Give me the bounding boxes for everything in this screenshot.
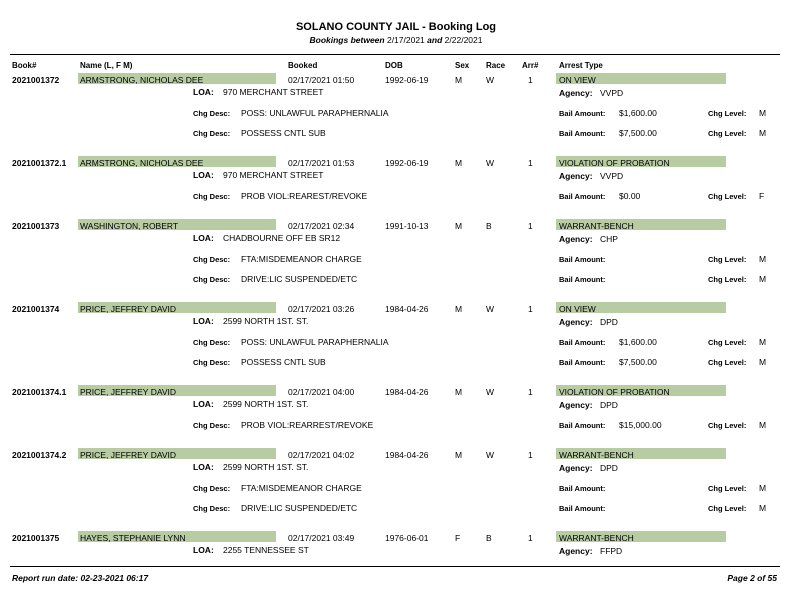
race: W (486, 75, 495, 85)
loa-value: 2599 NORTH 1ST. ST. (223, 399, 309, 409)
chg-desc-value: POSSESS CNTL SUB (241, 357, 326, 367)
bail-amount-value: $1,600.00 (619, 337, 657, 347)
arrest-number: 1 (528, 158, 533, 168)
bail-amount-label: Bail Amount: (559, 275, 606, 284)
agency-label: Agency: (559, 234, 593, 244)
arrest-type: VIOLATION OF PROBATION (559, 387, 670, 397)
chg-level-value: M (759, 503, 767, 513)
booking-record (0, 533, 792, 603)
and-label: and (427, 35, 443, 45)
page-number: Page 2 of 55 (727, 573, 777, 583)
chg-desc-value: FTA:MISDEMEANOR CHARGE (241, 254, 362, 264)
book-number: 2021001373 (12, 221, 60, 231)
booking-record (0, 450, 792, 520)
chg-desc-label: Chg Desc: (193, 109, 231, 118)
inmate-name: PRICE, JEFFREY DAVID (80, 450, 177, 460)
chg-desc-label: Chg Desc: (193, 358, 231, 367)
chg-level-label: Chg Level: (708, 255, 747, 264)
loa-label: LOA: (193, 170, 214, 180)
sex: M (455, 450, 463, 460)
date-of-birth: 1991-10-13 (385, 221, 429, 231)
bail-amount-label: Bail Amount: (559, 504, 606, 513)
agency-value: DPD (600, 463, 618, 473)
report-run-date: Report run date: 02-23-2021 06:17 (12, 573, 149, 583)
chg-level-label: Chg Level: (708, 504, 747, 513)
book-number: 2021001372 (12, 75, 60, 85)
bail-amount-label: Bail Amount: (559, 484, 606, 493)
loa-value: 2255 TENNESSEE ST (223, 545, 309, 555)
agency-label: Agency: (559, 400, 593, 410)
agency-value: CHP (600, 234, 618, 244)
sex: M (455, 221, 463, 231)
col-booked: Booked (288, 61, 318, 70)
loa-label: LOA: (193, 316, 214, 326)
chg-desc-value: POSSESS CNTL SUB (241, 128, 326, 138)
race: W (486, 158, 495, 168)
col-sex: Sex (455, 61, 470, 70)
col-race: Race (486, 61, 506, 70)
bail-amount-value: $7,500.00 (619, 357, 657, 367)
inmate-name: WASHINGTON, ROBERT (80, 221, 179, 231)
chg-level-value: M (759, 108, 767, 118)
booked-datetime: 02/17/2021 01:53 (288, 158, 355, 168)
header-rule (10, 54, 780, 55)
col-book: Book# (12, 61, 37, 70)
chg-level-value: M (759, 337, 767, 347)
date-of-birth: 1984-04-26 (385, 304, 429, 314)
book-number: 2021001374.1 (12, 387, 67, 397)
chg-desc-label: Chg Desc: (193, 275, 231, 284)
chg-level-value: M (759, 357, 767, 367)
arrest-number: 1 (528, 304, 533, 314)
race: W (486, 387, 495, 397)
chg-level-label: Chg Level: (708, 275, 747, 284)
agency-value: DPD (600, 400, 618, 410)
chg-level-label: Chg Level: (708, 338, 747, 347)
chg-level-label: Chg Level: (708, 129, 747, 138)
booked-datetime: 02/17/2021 03:49 (288, 533, 355, 543)
col-dob: DOB (385, 61, 403, 70)
date-to: 2/22/2021 (444, 35, 483, 45)
inmate-name: PRICE, JEFFREY DAVID (80, 387, 177, 397)
booked-datetime: 02/17/2021 03:26 (288, 304, 355, 314)
date-of-birth: 1976-06-01 (385, 533, 429, 543)
booked-datetime: 02/17/2021 04:00 (288, 387, 355, 397)
chg-level-value: M (759, 274, 767, 284)
book-number: 2021001374 (12, 304, 60, 314)
chg-level-value: M (759, 254, 767, 264)
booked-datetime: 02/17/2021 01:50 (288, 75, 355, 85)
booking-record (0, 75, 792, 145)
arrest-number: 1 (528, 221, 533, 231)
loa-value: 970 MERCHANT STREET (223, 170, 324, 180)
col-arr: Arr# (522, 61, 539, 70)
chg-desc-label: Chg Desc: (193, 192, 231, 201)
bail-amount-label: Bail Amount: (559, 109, 606, 118)
sex: M (455, 387, 463, 397)
booking-record (0, 221, 792, 291)
loa-value: 2599 NORTH 1ST. ST. (223, 462, 309, 472)
arrest-type: WARRANT-BENCH (559, 533, 634, 543)
arrest-number: 1 (528, 75, 533, 85)
chg-desc-value: POSS: UNLAWFUL PARAPHERNALIA (241, 108, 389, 118)
chg-desc-label: Chg Desc: (193, 421, 231, 430)
report-title: SOLANO COUNTY JAIL - Booking Log (295, 21, 497, 33)
loa-value: 2599 NORTH 1ST. ST. (223, 316, 309, 326)
book-number: 2021001374.2 (12, 450, 67, 460)
loa-label: LOA: (193, 545, 214, 555)
chg-desc-value: PROB VIOL:REAREST/REVOKE (241, 191, 368, 201)
subtitle-label: Bookings between (309, 35, 385, 45)
arrest-type: VIOLATION OF PROBATION (559, 158, 670, 168)
agency-label: Agency: (559, 546, 593, 556)
bail-amount-value: $0.00 (619, 191, 641, 201)
race: B (486, 533, 492, 543)
agency-label: Agency: (559, 463, 593, 473)
footer-rule (10, 566, 780, 567)
chg-level-label: Chg Level: (708, 421, 747, 430)
book-number: 2021001372.1 (12, 158, 67, 168)
chg-level-value: F (759, 191, 765, 201)
date-of-birth: 1992-06-19 (385, 158, 429, 168)
loa-label: LOA: (193, 462, 214, 472)
arrest-type: ON VIEW (559, 304, 596, 314)
bail-amount-label: Bail Amount: (559, 358, 606, 367)
chg-level-value: M (759, 483, 767, 493)
booked-datetime: 02/17/2021 04:02 (288, 450, 355, 460)
report-subtitle (0, 35, 792, 45)
chg-level-value: M (759, 128, 767, 138)
bail-amount-value: $7,500.00 (619, 128, 657, 138)
chg-desc-value: DRIVE:LIC SUSPENDED/ETC (241, 503, 358, 513)
agency-value: FFPD (600, 546, 623, 556)
arrest-type: WARRANT-BENCH (559, 450, 634, 460)
date-from: 2/17/2021 (386, 35, 425, 45)
agency-value: VVPD (600, 171, 624, 181)
chg-desc-value: DRIVE:LIC SUSPENDED/ETC (241, 274, 358, 284)
chg-desc-label: Chg Desc: (193, 338, 231, 347)
loa-value: 970 MERCHANT STREET (223, 87, 324, 97)
date-of-birth: 1984-04-26 (385, 450, 429, 460)
bail-amount-label: Bail Amount: (559, 192, 606, 201)
agency-label: Agency: (559, 88, 593, 98)
chg-desc-label: Chg Desc: (193, 129, 231, 138)
inmate-name: ARMSTRONG, NICHOLAS DEE (80, 158, 204, 168)
date-of-birth: 1992-06-19 (385, 75, 429, 85)
booking-record (0, 158, 792, 228)
chg-level-value: M (759, 420, 767, 430)
race: W (486, 304, 495, 314)
bail-amount-label: Bail Amount: (559, 255, 606, 264)
sex: F (455, 533, 461, 543)
inmate-name: PRICE, JEFFREY DAVID (80, 304, 177, 314)
booking-record (0, 387, 792, 457)
bail-amount-value: $15,000.00 (619, 420, 662, 430)
bail-amount-value: $1,600.00 (619, 108, 657, 118)
chg-level-label: Chg Level: (708, 484, 747, 493)
arrest-number: 1 (528, 533, 533, 543)
chg-level-label: Chg Level: (708, 109, 747, 118)
agency-label: Agency: (559, 171, 593, 181)
loa-label: LOA: (193, 233, 214, 243)
bail-amount-label: Bail Amount: (559, 421, 606, 430)
booking-record (0, 304, 792, 374)
booked-datetime: 02/17/2021 02:34 (288, 221, 355, 231)
chg-desc-label: Chg Desc: (193, 504, 231, 513)
agency-value: VVPD (600, 88, 624, 98)
chg-desc-label: Chg Desc: (193, 255, 231, 264)
loa-label: LOA: (193, 87, 214, 97)
arrest-type: WARRANT-BENCH (559, 221, 634, 231)
loa-label: LOA: (193, 399, 214, 409)
chg-level-label: Chg Level: (708, 358, 747, 367)
chg-desc-value: POSS: UNLAWFUL PARAPHERNALIA (241, 337, 389, 347)
race: W (486, 450, 495, 460)
chg-desc-label: Chg Desc: (193, 484, 231, 493)
arrest-number: 1 (528, 387, 533, 397)
chg-desc-value: PROB VIOL:REARREST/REVOKE (241, 420, 374, 430)
agency-label: Agency: (559, 317, 593, 327)
loa-value: CHADBOURNE OFF EB SR12 (223, 233, 341, 243)
chg-level-label: Chg Level: (708, 192, 747, 201)
sex: M (455, 75, 463, 85)
inmate-name: HAYES, STEPHANIE LYNN (80, 533, 186, 543)
date-of-birth: 1984-04-26 (385, 387, 429, 397)
arrest-number: 1 (528, 450, 533, 460)
sex: M (455, 158, 463, 168)
chg-desc-value: FTA:MISDEMEANOR CHARGE (241, 483, 362, 493)
bail-amount-label: Bail Amount: (559, 129, 606, 138)
inmate-name: ARMSTRONG, NICHOLAS DEE (80, 75, 204, 85)
sex: M (455, 304, 463, 314)
bail-amount-label: Bail Amount: (559, 338, 606, 347)
book-number: 2021001375 (12, 533, 60, 543)
agency-value: DPD (600, 317, 618, 327)
race: B (486, 221, 492, 231)
col-name: Name (L, F M) (80, 61, 133, 70)
col-arrest-type: Arrest Type (559, 61, 603, 70)
arrest-type: ON VIEW (559, 75, 596, 85)
